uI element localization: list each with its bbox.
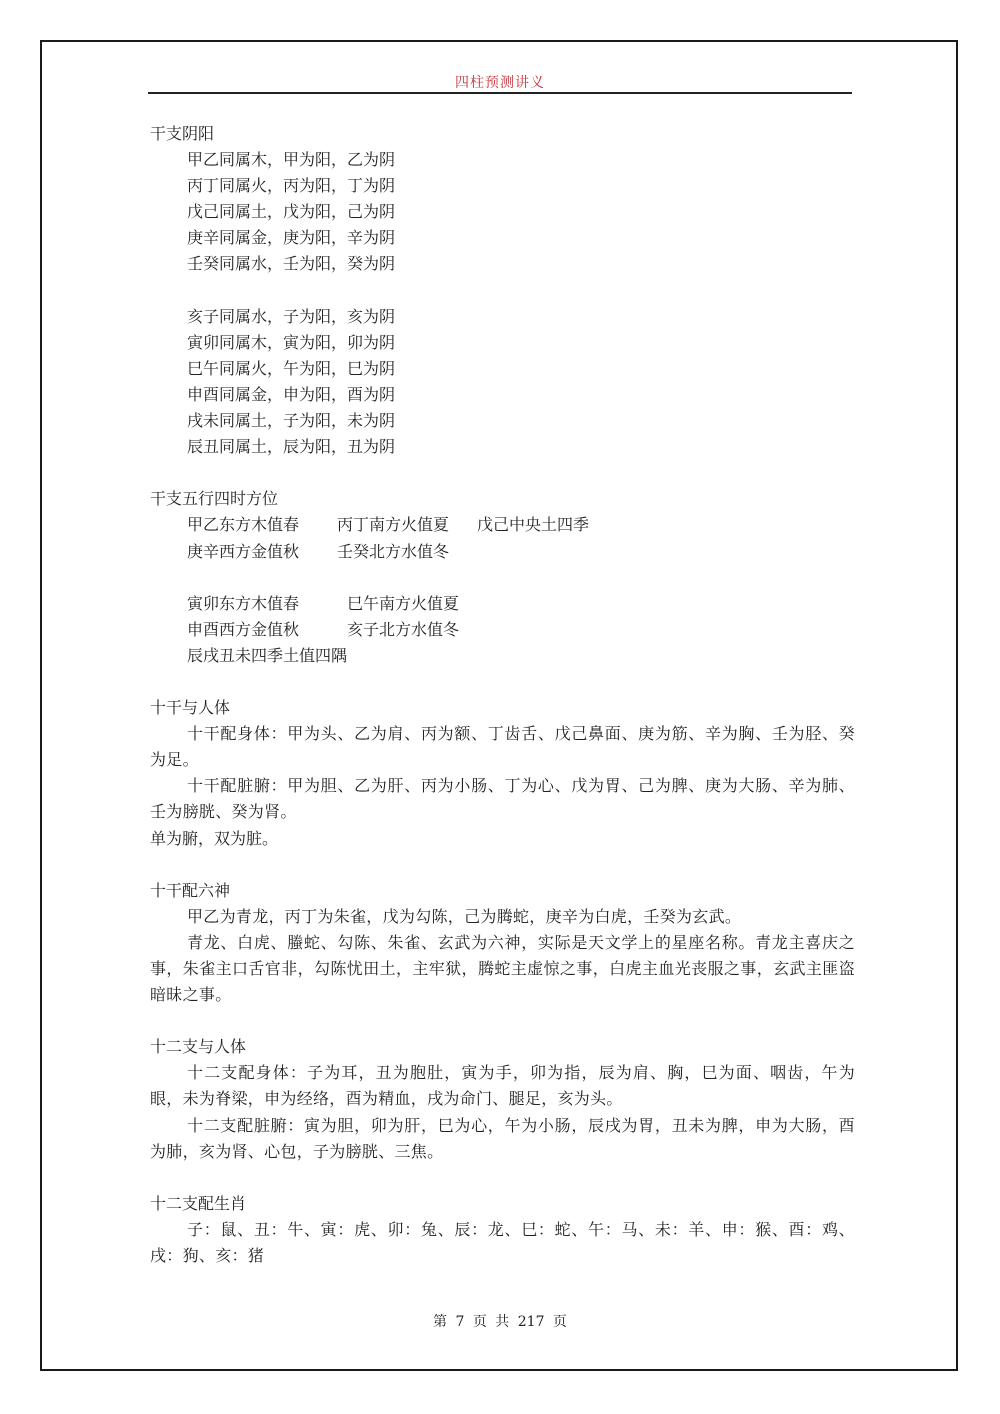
spacer	[150, 852, 855, 878]
spacer	[150, 669, 855, 695]
branches-direction-row	[150, 617, 855, 643]
direction-item: 丙丁南方火值夏	[337, 515, 450, 535]
direction-item: 亥子北方水值冬	[347, 619, 460, 639]
direction-item: 甲乙东方木值春	[187, 515, 300, 535]
branch-yin-yang-line: 亥子同属水，子为阳，亥为阴	[187, 306, 396, 326]
stem-yin-yang-line: 庚辛同属金，庚为阳，辛为阴	[187, 228, 396, 248]
direction-item: 巳午南方火值夏	[347, 593, 460, 613]
branch-yin-yang-line: 辰丑同属土，辰为阳，丑为阴	[187, 437, 396, 457]
branches-direction-row: 辰戌丑未四季土值四隅	[187, 645, 348, 665]
page-number-footer: 第 7 页 共 217 页	[433, 1314, 567, 1330]
page-content	[150, 121, 855, 1269]
stems-body-paragraph: 十干配身体：甲为头、乙为肩、丙为额、丁齿舌、戊己鼻面、庚为筋、辛为胸、壬为胫、癸为足。	[150, 724, 855, 770]
document-header-title: 四柱预测讲义	[455, 75, 545, 91]
branches-organs-paragraph: 十二支配脏腑：寅为胆，卯为肝，巳为心，午为小肠，辰戌为胃，丑未为脾，申为大肠，酉为肺，亥为肾、心包，子为膀胱、三焦。	[150, 1115, 855, 1161]
branch-yin-yang-line: 申酉同属金，申为阳，酉为阴	[187, 384, 396, 404]
six-gods-description: 青龙、白虎、螣蛇、勾陈、朱雀、玄武为六神，实际是天文学上的星座名称。青龙主喜庆之事，朱雀主口舌官非，勾陈忧田土，主牢狱，腾蛇主虚惊之事，白虎主血光丧服之事，玄武主匪盗暗昧之事。	[150, 932, 855, 1005]
branch-yin-yang-line: 巳午同属火，午为阳，巳为阴	[187, 358, 396, 378]
stem-yin-yang-line: 戊己同属土，戊为阳，己为阴	[187, 202, 396, 222]
six-gods-paragraph: 甲乙为青龙，丙丁为朱雀，戊为勾陈，己为腾蛇，庚辛为白虎，壬癸为玄武。	[187, 906, 742, 926]
section-heading-six-gods: 十干配六神	[150, 880, 231, 900]
stem-yin-yang-line: 甲乙同属木，甲为阳，乙为阴	[187, 150, 396, 170]
direction-item: 寅卯东方木值春	[187, 593, 300, 613]
stem-yin-yang-line: 壬癸同属水，壬为阳，癸为阴	[187, 254, 396, 274]
branch-yin-yang-line: 寅卯同属木，寅为阳，卯为阴	[187, 332, 396, 352]
stems-organs-paragraph: 十干配脏腑：甲为胆、乙为肝、丙为小肠、丁为心、戊为胃、己为脾、庚为大肠、辛为肺、壬为膀胱、癸为肾。	[150, 776, 855, 822]
stems-direction-row	[150, 512, 855, 538]
section-heading-stems-body: 十干与人体	[150, 698, 231, 718]
stems-direction-row	[150, 539, 855, 565]
spacer	[150, 460, 855, 486]
header-divider	[148, 92, 852, 94]
section-heading-five-elements: 干支五行四时方位	[150, 489, 279, 509]
spacer	[150, 278, 855, 304]
section-heading-zodiac: 十二支配生肖	[150, 1193, 247, 1213]
direction-item: 庚辛西方金值秋	[187, 541, 300, 561]
spacer	[150, 1008, 855, 1034]
stem-yin-yang-line: 丙丁同属火，丙为阳，丁为阴	[187, 176, 396, 196]
section-heading-branches-body: 十二支与人体	[150, 1037, 247, 1057]
section-heading-yin-yang: 干支阴阳	[150, 124, 215, 143]
spacer	[150, 1165, 855, 1191]
spacer	[150, 565, 855, 591]
zodiac-paragraph: 子：鼠、丑：牛、寅：虎、卯：兔、辰：龙、巳：蛇、午：马、未：羊、申：猴、酉：鸡、戌：狗、亥：猪	[150, 1219, 855, 1266]
stems-organs-note: 单为腑，双为脏。	[150, 828, 279, 848]
branches-body-paragraph: 十二支配身体：子为耳，丑为胞肚，寅为手，卯为指，辰为肩、胸，巳为面、咽齿，午为眼，未为脊梁，申为经络，酉为精血，戌为命门、腿足，亥为头。	[150, 1063, 855, 1109]
direction-item: 戊己中央土四季	[477, 515, 590, 535]
branch-yin-yang-line: 戌未同属土，子为阳，未为阴	[187, 411, 396, 431]
branches-direction-row	[150, 591, 855, 617]
direction-item: 壬癸北方水值冬	[337, 541, 450, 561]
direction-item: 申酉西方金值秋	[187, 619, 300, 639]
